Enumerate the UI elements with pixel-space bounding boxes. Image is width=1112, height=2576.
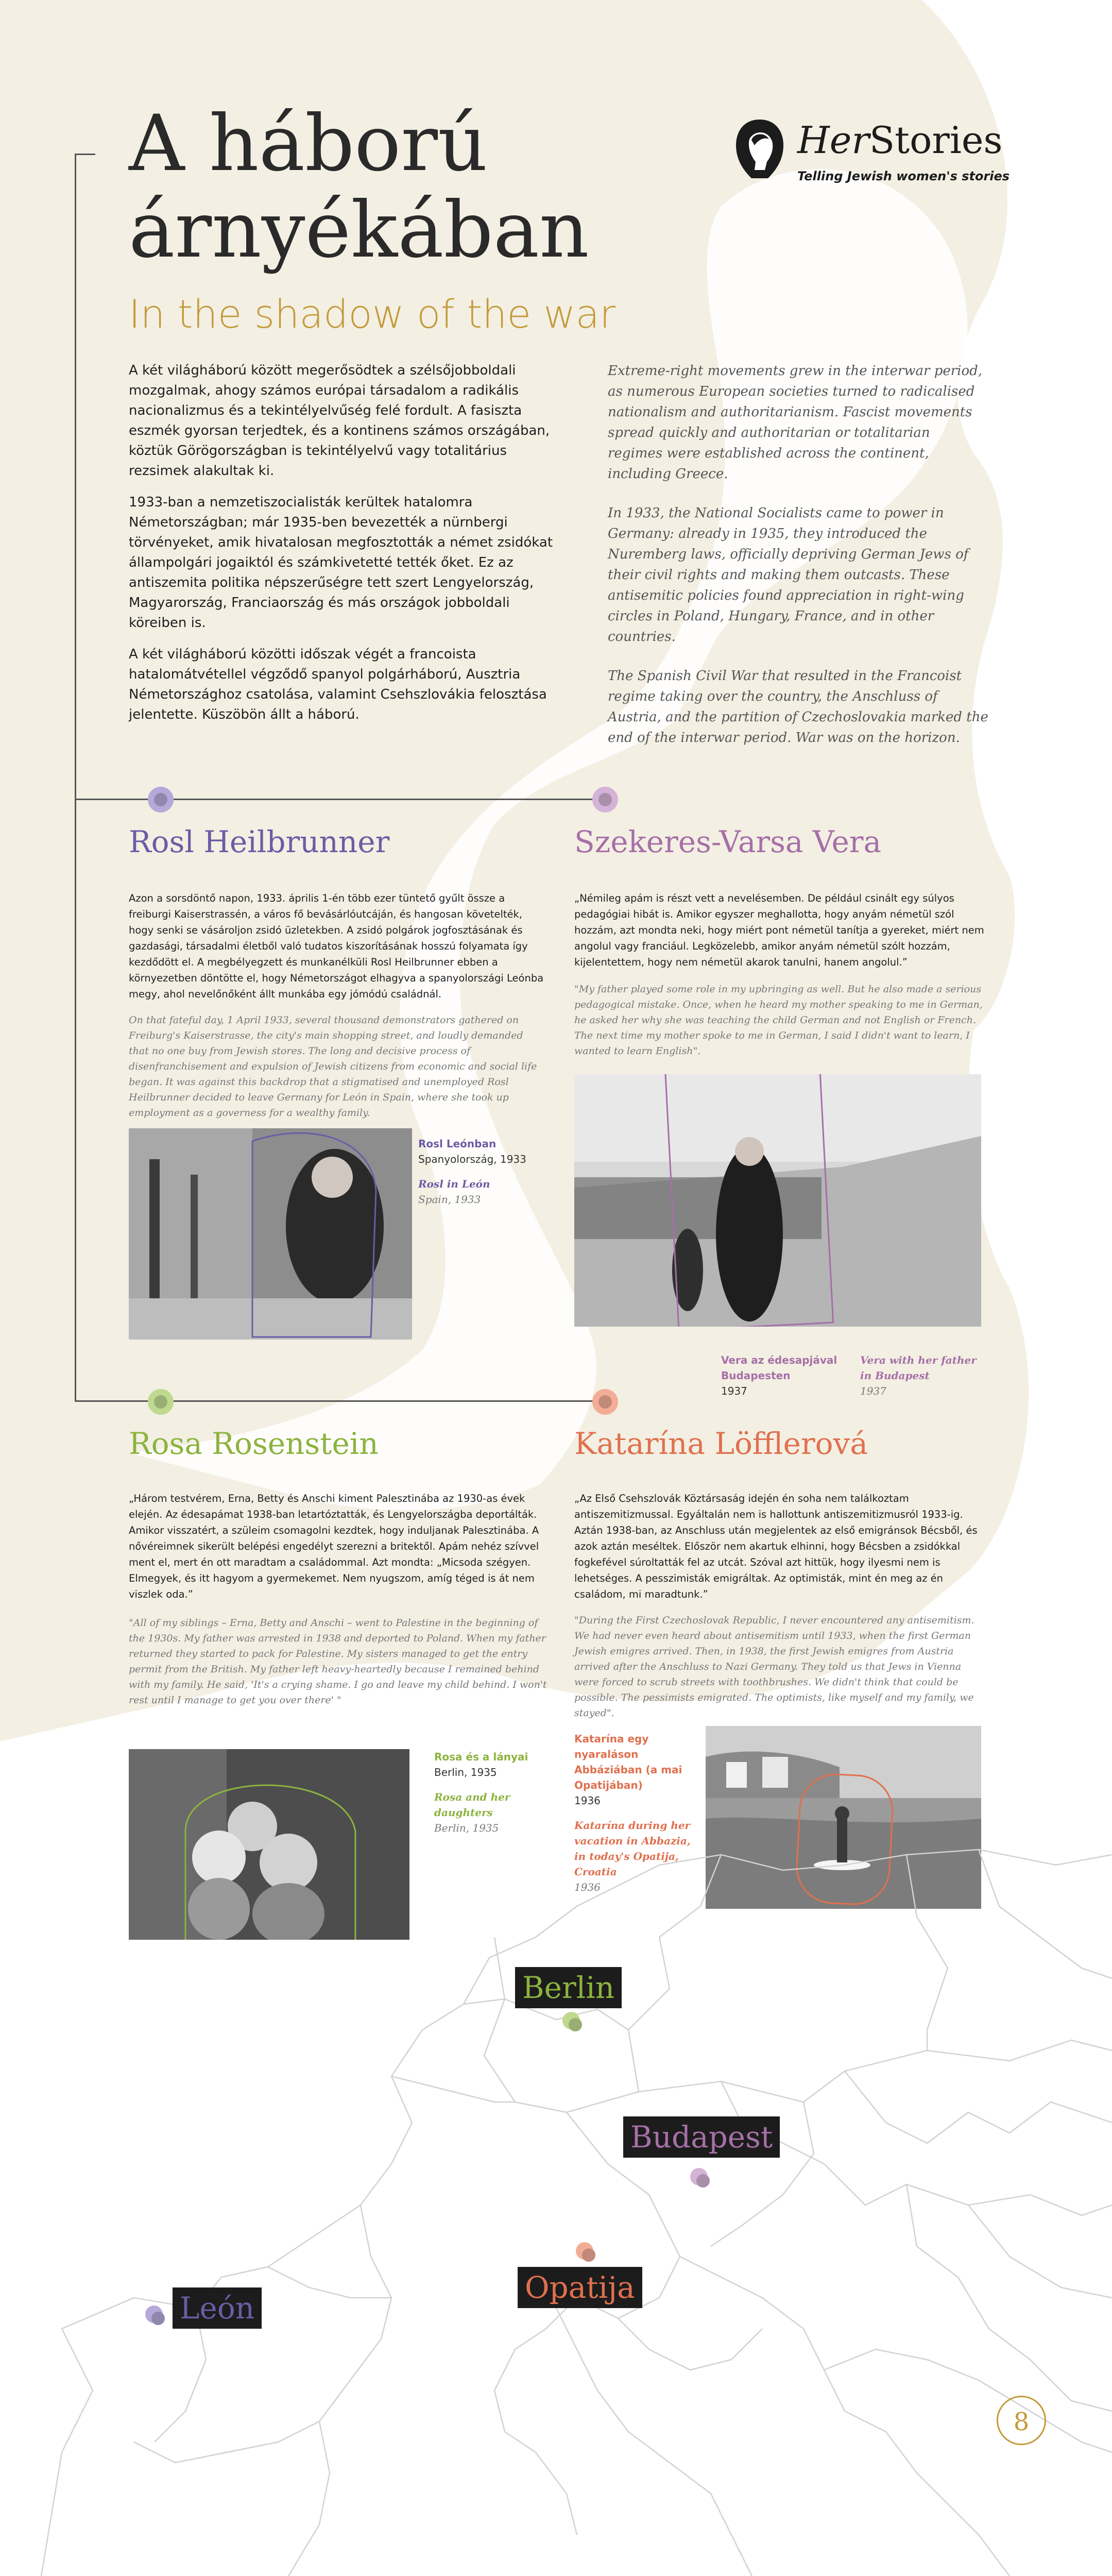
rosa-text-hu: „Három testvérem, Erna, Betty és Anschi kiment Palesztinába az 1930-as évek elején. Az édesapámat 1938-ban letartóztatták, és Lengyelországba deportálták. Amikor visszatért, a szüleim csomagolni kezdtek, hogy induljanak Palesztinába. A nővéreimnek sikerült belépési engedélyt szerezni a britektől. Apám nehéz szívvel ment el, mert én ott maradtam a családommal. Azt mondta: „Micsoda szégyen. Elmegyek, és itt hagyom a gyermekemet. Nem nyugszom, amíg téged is át nem viszlek oda.” bbox=[129, 1493, 539, 1600]
vera-photo bbox=[574, 1074, 981, 1327]
intro-en-paragraph: In 1933, the National Socialists came to power in Germany: already in 1935, they introduced the Nuremberg laws, officially depriving German Jews of their civil rights and making them outcasts. These antisemitic policies found appreciation in right-wing circles in Poland, Hungary, France, and in other countries. bbox=[608, 505, 969, 645]
rosl-text-en: On that fateful day, 1 April 1933, several thousand demonstrators gathered on Freiburg's Kaiserstrasse, the city's main shopping street, and loudly demanded that no one buy from Jewish stores. The long and decisive process of disenfranchisement and expulsion of Jewish citizens from economic and social life began. It was against this backdrop that a stigmatised and unemployed Rosl Heilbrunner decided to leave Germany for León in Spain, where she took up employment as a governess for a wealthy family. bbox=[129, 1014, 537, 1118]
city-label-leon: León bbox=[173, 2287, 262, 2329]
rosl-caption-title-en: Rosl in León bbox=[418, 1178, 490, 1190]
budapest-marker bbox=[690, 2168, 708, 2185]
opatija-marker bbox=[576, 2242, 593, 2260]
rosa-caption bbox=[434, 1749, 537, 1836]
vera-caption-title-hu: Vera az édesapjával Budapesten bbox=[721, 1354, 837, 1382]
timeline-vertical bbox=[75, 799, 76, 1401]
woman-silhouette-icon bbox=[734, 118, 785, 179]
rosa-caption-title-en: Rosa and her daughters bbox=[434, 1791, 510, 1819]
vera-caption-title-en: Vera with her father in Budapest bbox=[860, 1354, 977, 1382]
city-label-berlin: Berlin bbox=[515, 1967, 622, 2008]
rosa-marker-dot bbox=[148, 1389, 174, 1415]
rosl-marker-dot bbox=[148, 787, 174, 812]
vera-name: Szekeres-Varsa Vera bbox=[574, 824, 882, 859]
intro-en-paragraph: Extreme-right movements grew in the interwar period, as numerous European societies turned to radicalised nationalism and authoritarianism. Fascist movements spread quickly and authoritarian or totalitarian regimes were established across the continent, including Greece. bbox=[608, 363, 983, 482]
city-label-opatija: Opatija bbox=[518, 2267, 642, 2308]
page-subtitle: In the shadow of the war bbox=[129, 291, 616, 337]
map-country-borders bbox=[41, 1850, 1112, 2576]
katarina-caption-title-hu: Katarína egy nyaraláson Abbáziában (a mai Opatijában) bbox=[574, 1733, 682, 1791]
vera-caption-sub-en: 1937 bbox=[860, 1385, 886, 1397]
katarina-caption-sub-en: 1936 bbox=[574, 1881, 601, 1893]
rosa-caption-title-hu: Rosa és a lányai bbox=[434, 1751, 528, 1763]
katarina-text-hu: „Az Első Csehszlovák Köztársaság idején én soha nem találkoztam antiszemitizmussal. Egyáltalán nem is hallottunk antiszemitizmusról 1933-ig. Aztán 1938-ban, az Anschluss után megjelentek az első emigránsok Bécsből, és azok aztán meséltek. Először nem akartuk elhinni, hogy Bécsben a zsidókkal fogkefével súroltatták fel az utcát. Szóval azt hittük, hogy ilyesmi nem is lehetséges. A pesszimisták emigráltak. Az optimisták, mint én meg az én családom, mi maradtunk.” bbox=[574, 1493, 978, 1600]
herstories-logo-text bbox=[797, 118, 1002, 162]
logo-her: Her bbox=[797, 118, 869, 162]
rosl-caption-sub-en: Spain, 1933 bbox=[418, 1193, 481, 1206]
vera-marker-dot bbox=[592, 787, 618, 812]
rosl-photo bbox=[129, 1128, 412, 1340]
berlin-marker bbox=[562, 2012, 580, 2029]
vera-caption-sub-hu: 1937 bbox=[721, 1385, 747, 1397]
intro-en-paragraph: The Spanish Civil War that resulted in the Francoist regime taking over the country, the Anschluss of Austria, and the partition of Czechoslovakia marked the end of the interwar period. War was on the horizon. bbox=[608, 668, 988, 745]
page-number: 8 bbox=[997, 2396, 1046, 2445]
rosl-photo-placeholder bbox=[129, 1128, 412, 1340]
intro-hungarian bbox=[129, 361, 556, 736]
rosa-caption-sub-hu: Berlin, 1935 bbox=[434, 1766, 497, 1778]
katarina-caption-title-en: Katarína during her vacation in Abbazia, in today's Opatija, Croatia bbox=[574, 1819, 691, 1878]
rosa-text-en: "All of my siblings – Erna, Betty and Anschi – went to Palestine in the beginning of the 1930s. My father was arrested in 1938 and deported to Poland. When my father returned they started to pack for Palestine. My sisters managed to get the entry permit from the British. My father left heavy-heartedly because I remained behind with my family. He said, 'It's a crying shame. I go and leave my child behind. I won't rest until I manage to get you over there' " bbox=[129, 1617, 547, 1706]
rosl-caption-title-hu: Rosl Leónban bbox=[418, 1138, 497, 1150]
rosa-name: Rosa Rosenstein bbox=[129, 1426, 379, 1461]
intro-english bbox=[608, 361, 989, 767]
rosl-caption bbox=[418, 1136, 532, 1207]
vera-text-hu: „Némileg apám is részt vett a nevelésemben. De például csinált egy súlyos pedagógiai hibát is. Amikor egyszer meghallotta, hogy anyám németül szól hozzám, azt mondta neki, hogy miért pont németül tanítja a gyereket, miért nem angolul vagy franciául. Legközelebb, amikor anyám németül szólt hozzám, kijelentettem, hogy nem németül akarok tanulni, hanem angolul.” bbox=[574, 892, 984, 968]
katarina-marker-dot bbox=[592, 1389, 618, 1415]
vera-caption-en bbox=[860, 1352, 984, 1399]
title-bracket-tick bbox=[75, 154, 95, 155]
katarina-caption-sub-hu: 1936 bbox=[574, 1794, 601, 1807]
vera-caption-hu bbox=[721, 1352, 840, 1399]
page-title: A háború árnyékában bbox=[129, 99, 589, 275]
leon-marker bbox=[145, 2306, 163, 2323]
rosl-name: Rosl Heilbrunner bbox=[129, 824, 390, 859]
katarina-name: Katarína Löfflerová bbox=[574, 1426, 868, 1461]
intro-hu-paragraph: A két világháború közötti időszak végét a francoista hatalomátvétellel végződő spanyol polgárháború, Ausztria Németországhoz csatolása, valamint Csehszlovákia felosztása jelentette. Küszöbön állt a háború. bbox=[129, 647, 547, 722]
katarina-text-en: "During the First Czechoslovak Republic, I never encountered any antisemitism. We had never even heard about antisemitism until 1933, when the first German Jewish emigres arrived. Then, in 1938, the first Jewish emigres from Austria arrived after the Anschluss to Nazi Germany. They told us that Jews in Vienna were forced to scrub streets with toothbrushes. We didn't think that could be possible. The pessimists emigrated. The optimists, like myself and my family, we stayed". bbox=[574, 1615, 974, 1719]
vera-photo-placeholder bbox=[574, 1074, 981, 1327]
intro-hu-paragraph: 1933-ban a nemzetiszocialisták kerültek hatalomra Németországban; már 1935-ben bevezették a nürnbergi törvényeket, amik hivatalosan megfosztották a német zsidókat állampolgári jogaiktól és számkivetetté tették őket. Ez az antiszemita politika népszerűségre tett szert Lengyelország, Magyarország, Franciaország és más országok jobboldali köreiben is. bbox=[129, 495, 553, 631]
rosa-caption-sub-en: Berlin, 1935 bbox=[434, 1822, 499, 1834]
logo-stories: Stories bbox=[869, 118, 1003, 162]
intro-hu-paragraph: A két világháború között megerősödtek a szélsőjobboldali mozgalmak, ahogy számos európai társadalom a radikális nacionalizmus és a tekintélyelvűség felé fordult. A fasiszta eszmék gyorsan terjedtek, és a kontinens számos országában, köztük Görögországban is tekintélyelvű vagy totalitárius rezsimek alakultak ki. bbox=[129, 363, 550, 479]
vera-text-en: "My father played some role in my upbringing as well. But he also made a serious pedagogical mistake. Once, when he heard my mother speaking to me in German, he asked her why she was teaching the child German and not English or French. The next time my mother spoke to me in German, I said I didn't want to learn, I wanted to learn English". bbox=[574, 984, 983, 1057]
title-bracket-line bbox=[75, 154, 76, 800]
rosl-text-hu: Azon a sorsdöntő napon, 1933. április 1-én több ezer tüntető gyűlt össze a freiburgi Kaiserstrassén, a város fő bevásárlóutcáján, és hangosan követelték, hogy senki se vásároljon zsidó üzletekben. A zsidó polgárok jogfosztásának és gazdasági, társadalmi életből való tudatos kiszorításának hosszú folyamata így kezdődött el. A megbélyegzett és munkanélküli Rosl Heilbrunner ebben a környezetben döntötte el, hogy Németországot elhagyva a spanyolországi Leónba megy, ahol nevelőnőként állt munkába egy jómódú családnál. bbox=[129, 892, 544, 1000]
logo-tagline: Telling Jewish women's stories bbox=[797, 169, 1010, 183]
europe-map bbox=[0, 1834, 1112, 2576]
city-label-budapest: Budapest bbox=[623, 2116, 780, 2158]
rosl-caption-sub-hu: Spanyolország, 1933 bbox=[418, 1153, 526, 1165]
